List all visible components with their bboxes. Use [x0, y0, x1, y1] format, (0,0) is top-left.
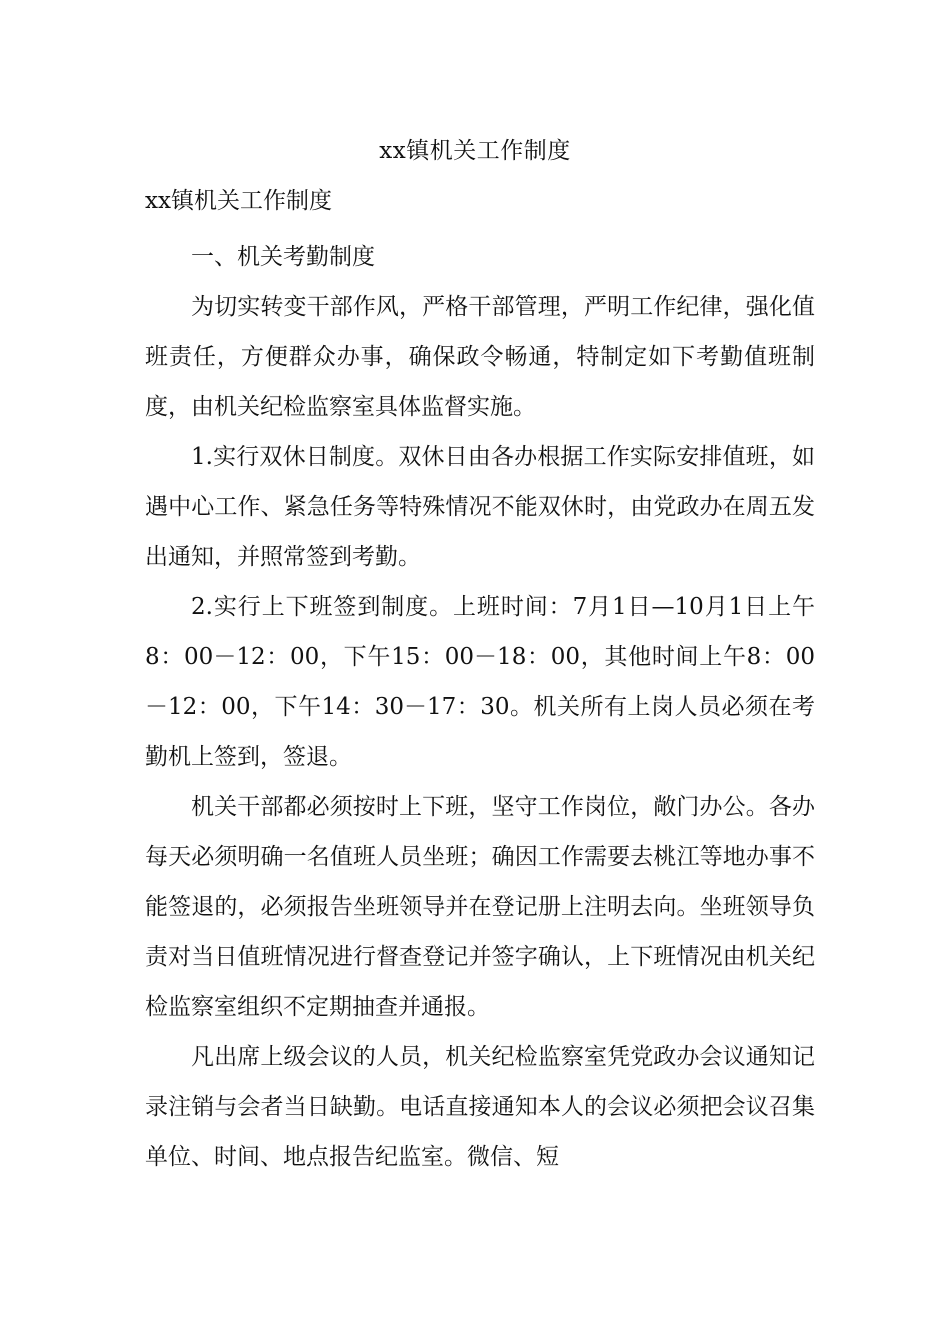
paragraph-meetings: 凡出席上级会议的人员，机关纪检监察室凭党政办会议通知记录注销与会者当日缺勤。电话直接通知本人的会议必须把会议召集单位、时间、地点报告纪监室。微信、短: [145, 1044, 815, 1170]
section-heading: 一、机关考勤制度: [191, 244, 375, 270]
paragraph-attendance-hours: 2.实行上下班签到制度。上班时间：7月1日—10月1日上午8：00－12：00，下午15：00－18：00，其他时间上午8：00－12：00，下午14：30－17：30。机关所有上岗人员必须在考勤机上签到，签退。: [145, 594, 815, 770]
document-title: xx镇机关工作制度: [379, 138, 571, 164]
document-body: [145, 232, 815, 1182]
paragraph-duty: 机关干部都必须按时上下班，坚守工作岗位，敞门办公。各办每天必须明确一名值班人员坐班；确因工作需要去桃江等地办事不能签退的，必须报告坐班领导并在登记册上注明去向。坐班领导负责对当日值班情况进行督查登记并签字确认，上下班情况由机关纪检监察室组织不定期抽查并通报。: [145, 794, 815, 1020]
document-subtitle: xx镇机关工作制度: [145, 188, 332, 214]
paragraph-weekend-rule: 1.实行双休日制度。双休日由各办根据工作实际安排值班，如遇中心工作、紧急任务等特殊情况不能双休时，由党政办在周五发出通知，并照常签到考勤。: [145, 444, 815, 570]
paragraph-intro: 为切实转变干部作风，严格干部管理，严明工作纪律，强化值班责任，方便群众办事，确保政令畅通，特制定如下考勤值班制度，由机关纪检监察室具体监督实施。: [145, 294, 815, 420]
